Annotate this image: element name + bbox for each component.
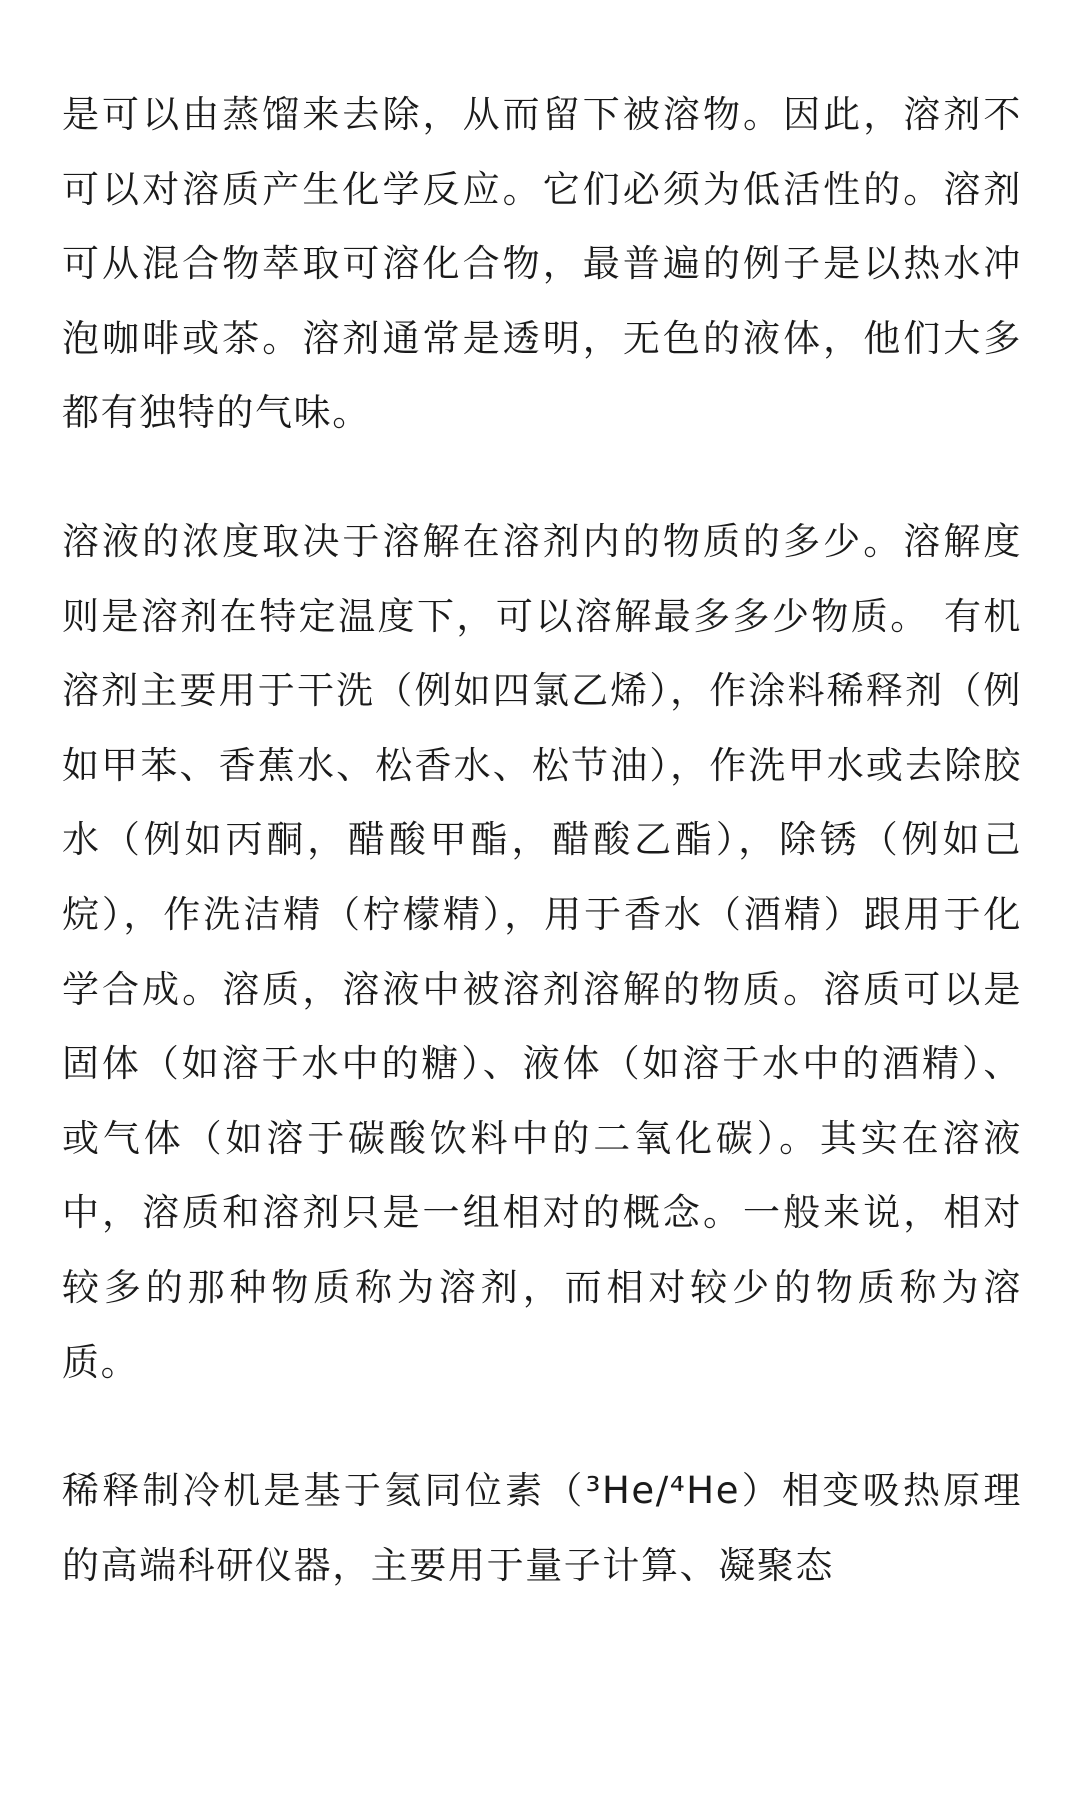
article-body xyxy=(62,78,1022,1657)
paragraph-dilution-refrigerator: 稀释制冷机是基于氦同位素（³He/⁴He）相变吸热原理的高端科研仪器，主要用于量子计算、凝聚态 xyxy=(62,1469,1022,1587)
paragraph-solvent-properties: 是可以由蒸馏来去除，从而留下被溶物。因此，溶剂不可以对溶质产生化学反应。它们必须为低活性的。溶剂可从混合物萃取可溶化合物，最普遍的例子是以热水冲泡咖啡或茶。溶剂通常是透明，无色的液体，他们大多都有独特的气味。 xyxy=(62,93,1022,435)
paragraph-solution-concentration: 溶液的浓度取决于溶解在溶剂内的物质的多少。溶解度则是溶剂在特定温度下，可以溶解最多多少物质。 有机溶剂主要用于干洗（例如四氯乙烯），作涂料稀释剂（例如甲苯、香蕉水、松香水、松节油），作洗甲水或去除胶水（例如丙酮，醋酸甲酯，醋酸乙酯），除锈（例如己烷），作洗洁精（柠檬精），用于香水（酒精）跟用于化学合成。溶质，溶液中被溶剂溶解的物质。溶质可以是固体（如溶于水中的糖）、液体（如溶于水中的酒精）、或气体（如溶于碳酸饮料中的二氧化碳）。其实在溶液中，溶质和溶剂只是一组相对的概念。一般来说，相对较多的那种物质称为溶剂，而相对较少的物质称为溶质。 xyxy=(62,519,1022,1384)
